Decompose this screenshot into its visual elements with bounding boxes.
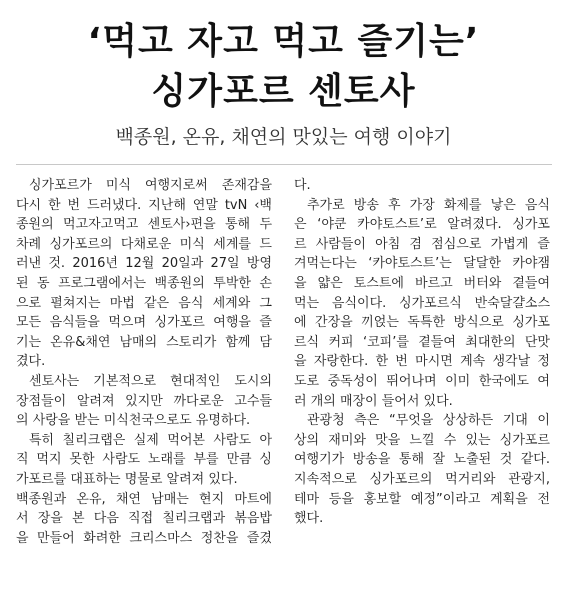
text-line: 르 사람들이 아침 겸 점심으로 가볍게 즐 bbox=[294, 236, 550, 252]
headline-line-2: 싱가포르 센토사 bbox=[151, 71, 416, 112]
text-line: 직 먹지 못한 사람도 노래를 부를 만큼 싱 bbox=[16, 452, 272, 468]
text-line: 가포르를 대표하는 명물로 알려져 있다. bbox=[16, 471, 238, 487]
text-line: 을 만들어 화려한 크리스마스 정찬을 즐겼 bbox=[16, 530, 272, 546]
text-line: 에 간장을 끼얹는 독특한 방식으로 싱가포 bbox=[294, 315, 550, 331]
text-line: 을 얇은 토스트에 바르고 버터와 곁들여 bbox=[294, 275, 550, 291]
article-column-right bbox=[294, 176, 550, 529]
text-line: 상의 재미와 맛을 느낄 수 있는 싱가포르 bbox=[294, 432, 550, 448]
divider bbox=[16, 164, 552, 165]
text-line: 다. bbox=[294, 178, 311, 193]
text-line: 종원의 먹고자고먹고 센토사›편을 통해 두 bbox=[16, 217, 272, 233]
text-line: 여행기가 방송을 통해 잘 노출된 것 같다. bbox=[294, 452, 550, 468]
text-line: 러낸 것. 2016년 12월 20일과 27일 방영 bbox=[16, 256, 272, 272]
text-line: 겼다. bbox=[16, 354, 46, 370]
text-line: 다시 한 번 드러냈다. 지난해 연말 tvN ‹백 bbox=[16, 197, 272, 213]
text-line: 도로 중독성이 뛰어나며 이미 한국에도 여 bbox=[294, 373, 550, 389]
headline-line-1: ‘먹고 자고 먹고 즐기는’ bbox=[87, 21, 480, 62]
text-line: 기는 온유&채연 남매의 스토리가 함께 담 bbox=[16, 334, 272, 350]
text-line: 장점들이 알려져 있지만 까다로운 고수들 bbox=[16, 393, 272, 409]
text-line: 겨먹는다는 ‘카야토스트’는 달달한 카야잼 bbox=[294, 256, 550, 272]
text-line: 테마 등을 홍보할 예정”이라고 계획을 전 bbox=[294, 491, 550, 507]
text-line: 된 동 프로그램에서는 백종원의 투박한 손 bbox=[16, 275, 272, 291]
text-line: 센토사는 기본적으로 현대적인 도시의 bbox=[29, 373, 272, 389]
subheadline: 백종원, 온유, 채연의 맛있는 여행 이야기 bbox=[115, 126, 452, 148]
text-line: 관광청 측은 “무엇을 상상하든 기대 이 bbox=[307, 413, 550, 429]
text-line: 추가로 방송 후 가장 화제를 낳은 음식 bbox=[307, 197, 550, 213]
text-line: 은 ‘야쿤 카야토스트’로 알려졌다. 싱가포 bbox=[294, 217, 550, 233]
text-line: 백종원과 온유, 채연 남매는 현지 마트에 bbox=[16, 491, 272, 507]
text-line: 르식 커피 ‘코피’를 곁들여 최대한의 단맛 bbox=[294, 334, 550, 350]
text-line: 차례 싱가포르의 다채로운 미식 세계를 드 bbox=[16, 236, 272, 252]
text-line: 했다. bbox=[294, 511, 324, 527]
text-line: 서 장을 본 다음 직접 칠리크랩과 볶음밥 bbox=[16, 511, 272, 527]
text-line: 먹는 음식이다. 싱가포르식 반숙달걀소스 bbox=[294, 295, 550, 311]
text-line: 지속적으로 싱가포르의 먹거리와 관광지, bbox=[294, 471, 550, 487]
text-line: 러 개의 매장이 들어서 있다. bbox=[294, 393, 453, 409]
text-line: 을 자랑한다. 한 번 마시면 계속 생각날 정 bbox=[294, 354, 550, 370]
text-line: 싱가포르가 미식 여행지로써 존재감을 bbox=[29, 178, 272, 193]
text-line: 특히 칠리크랩은 실제 먹어본 사람도 아 bbox=[29, 432, 272, 448]
article-column-left bbox=[16, 176, 272, 548]
text-line: 으로 펼쳐지는 마법 같은 음식 세계와 그 bbox=[16, 295, 272, 311]
text-line: 모든 음식들을 먹으며 싱가포르 여행을 즐 bbox=[16, 315, 272, 331]
text-line: 의 사랑을 받는 미식천국으로도 유명하다. bbox=[16, 413, 251, 429]
